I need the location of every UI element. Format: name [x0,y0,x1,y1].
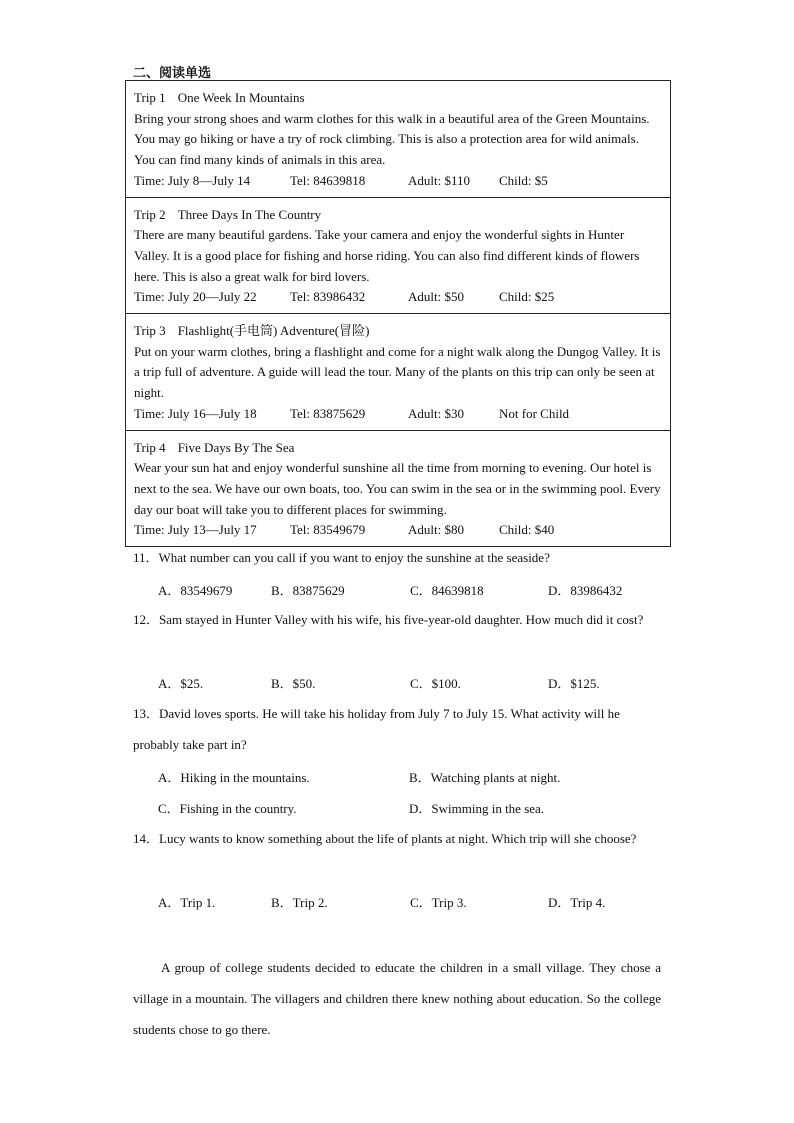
trip-adult-price: Adult: $80 [408,522,464,538]
trip-adult-price: Adult: $110 [408,172,470,188]
trip-title: Five Days By The Sea [177,439,295,455]
trip-child-price: Child: $40 [499,522,555,538]
trips-table [125,80,671,547]
trip-heading [134,321,662,342]
trip-number: Trip 1 [134,90,166,105]
trip-child-price: Not for Child [499,405,570,421]
option-a[interactable]: A．Trip 1. [158,895,216,910]
option-b[interactable]: B．83875629 [271,583,345,598]
option-a[interactable]: A．83549679 [158,583,233,598]
option-d[interactable]: D．Trip 4. [548,895,606,910]
question-stem: 14．Lucy wants to know something about the life of plants at night. Which trip will she choose? [133,831,637,846]
trip-description: Bring your strong shoes and warm clothes for this walk in a beautiful area of the Green Mountains. You may go hiking or have a try of rock climbing. This is also a protection area for wild animals. You can find many kinds of animals in this area. [134,110,650,168]
trip-cell [126,430,670,547]
option-c[interactable]: C．$100. [410,676,461,691]
trip-number: Trip 4 [134,439,166,455]
option-c[interactable]: C．84639818 [410,583,484,598]
trip-info [134,287,662,308]
reading-passage [133,952,661,1045]
trip-child-price: Child: $25 [499,289,555,305]
option-d[interactable]: D．83986432 [548,583,623,598]
trip-heading [134,205,662,226]
trip-tel: Tel: 83875629 [290,405,366,421]
question-stem: 12．Sam stayed in Hunter Valley with his wife, his five-year-old daughter. How much did it cost? [133,612,644,627]
trip-tel: Tel: 83986432 [290,289,366,305]
trip-tel: Tel: 84639818 [290,172,366,188]
trip-cell [126,197,670,314]
trip-heading [134,88,662,109]
trip-heading [134,438,662,459]
trip-description: There are many beautiful gardens. Take your camera and enjoy the wonderful sights in Hunter Valley. It is a good place for fishing and horse riding. You can also find different kinds of flowers here. This is also a great walk for bird lovers. [134,227,640,284]
option-b[interactable]: B．$50. [271,676,316,691]
section-title: 二、阅读单选 [133,66,212,81]
option-a[interactable]: A．Hiking in the mountains. [158,770,310,785]
trip-description: Wear your sun hat and enjoy wonderful sunshine all the time from morning to evening. Our hotel is next to the sea. We have our own boats, too. You can swim in the sea or in the swimming pool. Every day our boat will take you to different places for swimming. [134,460,661,517]
question-stem: 11．What number can you call if you want to enjoy the sunshine at the seaside? [133,550,550,565]
trip-info [134,520,662,541]
trip-number: Trip 2 [134,206,166,222]
trip-title: Flashlight(手电筒) Adventure(冒险) [177,323,370,339]
trip-time: Time: July 20—July 22 [134,289,257,305]
trip-info [134,404,662,425]
question-stem: 13．David loves sports. He will take his holiday from July 7 to July 15. What activity will he probably take part in? [133,706,620,752]
trip-time: Time: July 13—July 17 [134,522,257,538]
option-a[interactable]: A．$25. [158,676,204,691]
trip-adult-price: Adult: $50 [408,289,464,305]
option-b[interactable]: B．Trip 2. [271,895,328,910]
option-d[interactable]: D．$125. [548,676,600,691]
trip-title: Three Days In The Country [177,206,322,222]
trip-time: Time: July 8—July 14 [134,172,251,188]
trip-title: One Week In Mountains [177,90,305,105]
trip-cell [126,313,670,430]
trip-description: Put on your warm clothes, bring a flashlight and come for a night walk along the Dungog Valley. It is a trip full of adventure. A guide will lead the tour. Many of the plants on this trip can only be seen at night. [134,343,661,401]
option-b[interactable]: B．Watching plants at night. [409,770,561,785]
trip-adult-price: Adult: $30 [408,405,464,421]
trip-cell [126,81,670,197]
trip-tel: Tel: 83549679 [290,522,366,538]
option-c[interactable]: C．Trip 3. [410,895,467,910]
option-c[interactable]: C．Fishing in the country. [158,801,297,816]
option-d[interactable]: D．Swimming in the sea. [409,801,545,816]
passage-paragraph: A group of college students decided to educate the children in a small village. They chose a village in a mountain. The villagers and children there knew nothing about education. So the college students chose to go there. [133,960,661,1037]
trip-number: Trip 3 [134,323,166,339]
trip-time: Time: July 16—July 18 [134,405,257,421]
trip-info [134,171,662,192]
trip-child-price: Child: $5 [499,172,548,188]
